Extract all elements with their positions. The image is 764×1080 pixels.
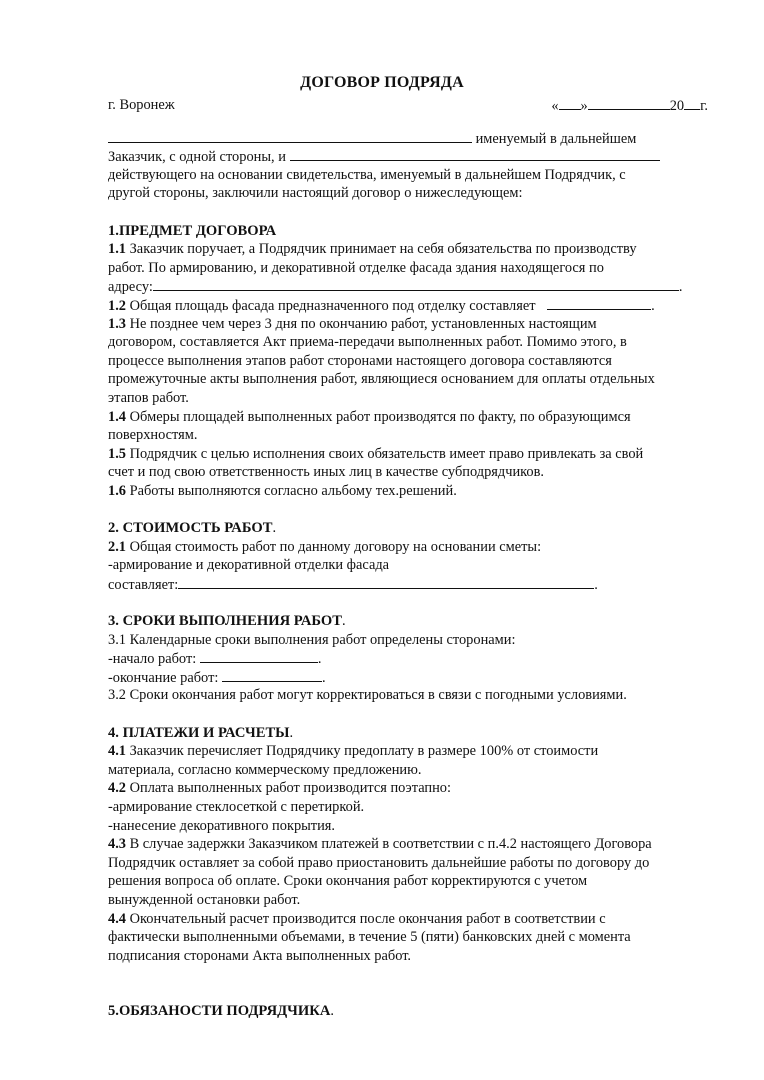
clause-1-2: 1.2 Общая площадь фасада предназначенного под отделку составляет . — [108, 297, 655, 314]
clause-1-4-line-2: поверхностям. — [108, 427, 198, 444]
date-year-blank — [684, 96, 700, 110]
clause-1-3-line-5: этапов работ. — [108, 389, 189, 406]
date-day-blank — [559, 96, 581, 110]
clause-1-1-line-2: работ. По армированию, и декоративной отделке фасада здания находящегося по — [108, 259, 604, 276]
clause-4-2: 4.2 Оплата выполненных работ производится поэтапно: — [108, 780, 451, 797]
document-title: ДОГОВОР ПОДРЯДА — [300, 74, 464, 91]
end-date-blank — [222, 668, 322, 682]
section-4-heading: 4. ПЛАТЕЖИ И РАСЧЕТЫ. — [108, 724, 294, 741]
clause-3-1: 3.1 Календарные сроки выполнения работ определены сторонами: — [108, 631, 516, 648]
intro-line-2: Заказчик, с одной стороны, и — [108, 147, 708, 166]
document-body — [108, 96, 708, 1021]
clause-1-5-line-2: счет и под свою ответственность иных лиц в качестве субподрядчиков. — [108, 464, 544, 481]
clause-1-4: 1.4 Обмеры площадей выполненных работ производятся по факту, по образующимся — [108, 408, 631, 425]
address-blank — [153, 277, 679, 291]
clause-4-2-line-3: -нанесение декоративного покрытия. — [108, 817, 336, 834]
end-date-line: -окончание работ: . — [108, 669, 326, 686]
clause-1-3-line-2: договором, составляется Акт приема-передачи выполненных работ. Помимо этого, в — [108, 334, 627, 351]
clause-1-3-line-3: процессе выполнения этапов работ сторонами настоящего договора составляются — [108, 352, 612, 369]
clause-4-4-line-2: фактически выполненными объемами, в течение 5 (пяти) банковских дней с момента — [108, 929, 631, 946]
cost-blank — [178, 575, 594, 589]
clause-4-1-line-2: материала, согласно коммерческому предложению. — [108, 761, 422, 778]
start-date-blank — [200, 649, 318, 663]
intro-line-4: другой стороны, заключили настоящий договор о нижеследующем: — [108, 185, 523, 202]
customer-name-blank — [108, 129, 472, 143]
date-field: « » 20 г. — [551, 98, 708, 114]
intro-line-3: действующего на основании свидетельства, именуемый в дальнейшем Подрядчик, с — [108, 166, 626, 183]
clause-4-1: 4.1 Заказчик перечисляет Подрядчику предоплату в размере 100% от стоимости — [108, 743, 599, 760]
clause-1-3-line-4: промежуточные акты выполнения работ, являющиеся основанием для оплаты отдельных — [108, 371, 655, 388]
start-date-line: -начало работ: . — [108, 651, 322, 668]
clause-4-3-line-4: вынужденной остановки работ. — [108, 891, 301, 908]
clause-4-2-line-2: -армирование стеклосеткой с перетиркой. — [108, 798, 365, 815]
section-1-heading: 1.ПРЕДМЕТ ДОГОВОРА — [108, 222, 277, 239]
clause-1-1: 1.1 Заказчик поручает, а Подрядчик принимает на себя обязательства по производству — [108, 241, 637, 258]
area-blank — [547, 296, 651, 310]
section-3-heading: 3. СРОКИ ВЫПОЛНЕНИЯ РАБОТ. — [108, 613, 346, 630]
clause-4-4-line-3: подписания сторонами Акта выполненных работ. — [108, 947, 412, 964]
clause-4-3-line-2: Подрядчик оставляет за собой право приостановить дальнейшие работы по договору до — [108, 854, 650, 871]
clause-2-1: 2.1 Общая стоимость работ по данному договору на основании сметы: — [108, 538, 542, 555]
section-2-heading: 2. СТОИМОСТЬ РАБОТ. — [108, 520, 277, 537]
clause-2-1-cost: составляет: . — [108, 576, 598, 593]
clause-4-3-line-3: решения вопроса об оплате. Сроки окончания работ корректируются с учетом — [108, 873, 588, 890]
contractor-name-blank — [290, 147, 660, 161]
clause-1-6: 1.6 Работы выполняются согласно альбому тех.решений. — [108, 482, 457, 499]
clause-1-1-address: адресу: . — [108, 279, 683, 296]
clause-1-5: 1.5 Подрядчик с целью исполнения своих обязательств имеет право привлекать за свой — [108, 445, 644, 462]
clause-2-1-line-2: -армирование и декоративной отделки фасада — [108, 557, 390, 574]
clause-1-3: 1.3 Не позднее чем через 3 дня по окончанию работ, установленных настоящим — [108, 315, 597, 332]
intro-line-1: именуемый в дальнейшем — [108, 129, 708, 148]
city-label: г. Воронеж — [108, 97, 175, 113]
city-date-row — [108, 96, 708, 115]
section-5-heading: 5.ОБЯЗАНОСТИ ПОДРЯДЧИКА. — [108, 1003, 334, 1020]
clause-3-2: 3.2 Сроки окончания работ могут корректироваться в связи с погодными условиями. — [108, 687, 627, 704]
clause-4-3: 4.3 В случае задержки Заказчиком платежей в соответствии с п.4.2 настоящего Договора — [108, 836, 652, 853]
date-month-blank — [588, 96, 670, 110]
clause-4-4: 4.4 Окончательный расчет производится после окончания работ в соответствии с — [108, 910, 606, 927]
